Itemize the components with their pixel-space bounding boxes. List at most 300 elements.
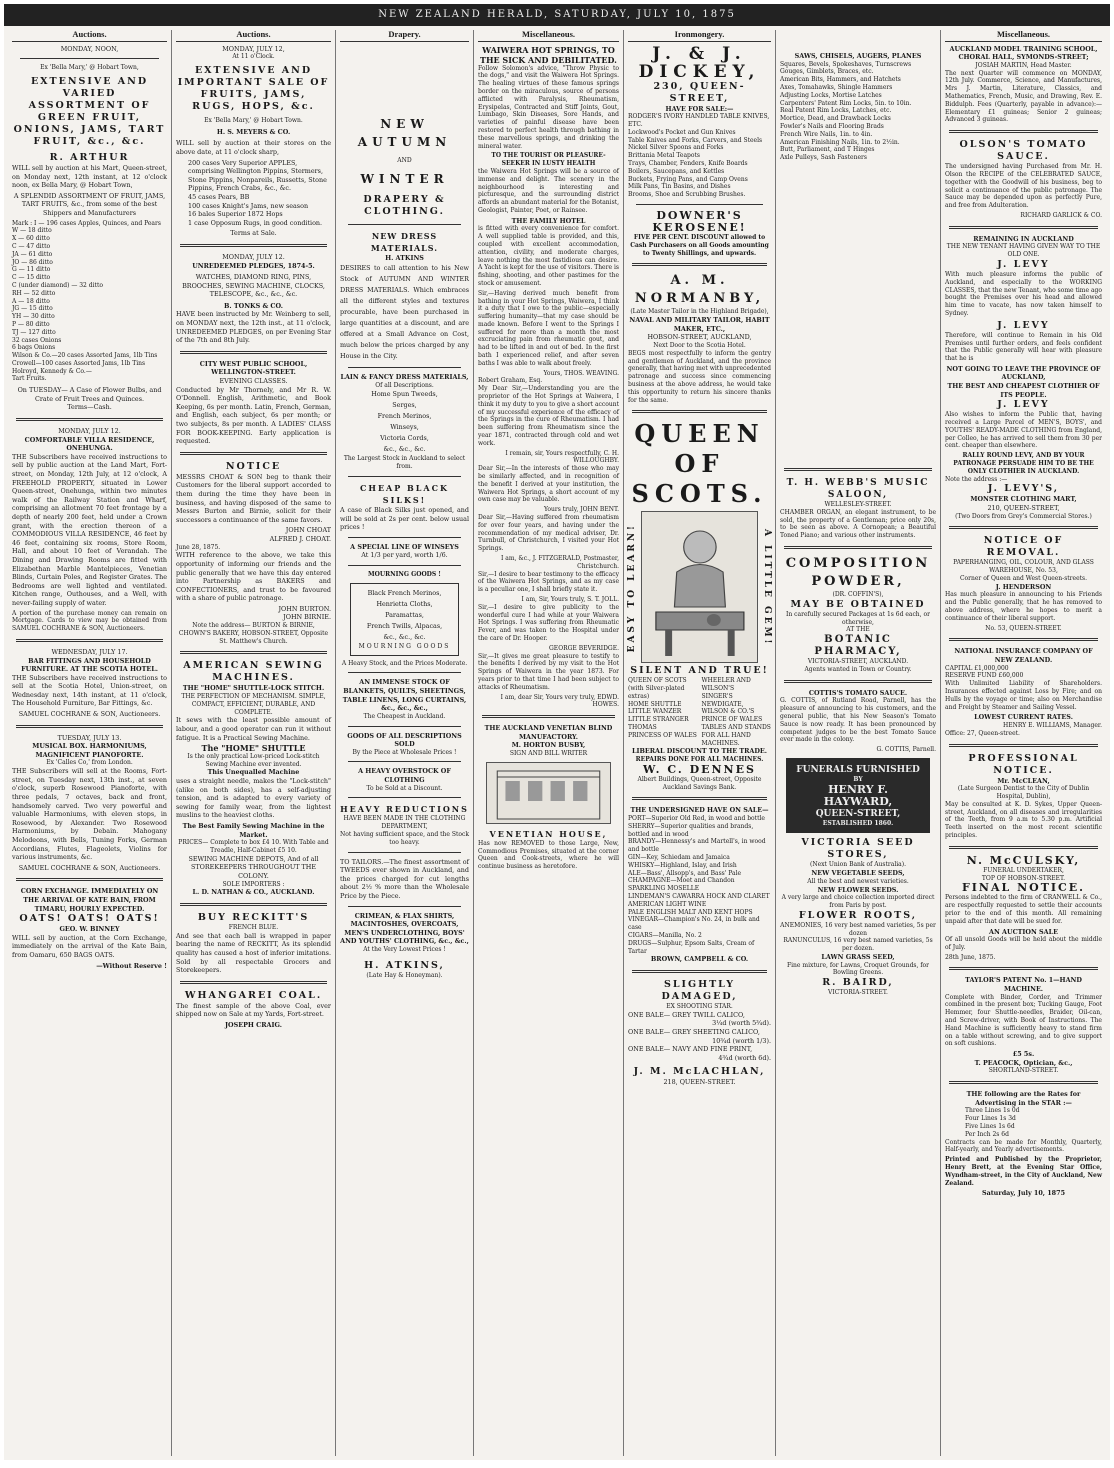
- notice-signature: JOHN CHOAT ALFRED J. CHOAT.: [269, 526, 331, 543]
- auction-time: MONDAY, JULY 12.: [222, 252, 285, 261]
- column-ironmongery-2: [776, 30, 941, 1456]
- levy-body-3: Also wishes to inform the Public that, having received a Large Parcel of MEN'S, BOYS', and YOUTHS' READY-MADE CLOTHING from England, per Colleo, he has arrived to sell them from 30 per cent. cheaper than elsewhere.: [945, 411, 1102, 450]
- funerals-line-2: BY: [853, 775, 863, 783]
- divider: [348, 476, 461, 477]
- springs-body: Follow Solomon's advice, "Throw Physic to the dogs," and visit the Waiwera Hot Springs. The healing virtues of these famous springs border on the miraculous, source of persons afflicted with Paralysis, Rheumatism, Erysipelas, Contracted and Stiff Joints, Gout, Lumbago, Skin Diseases, Sore Hands, and varieties of painful disease have been restored to perfect health through bathing in these marvellous springs, and drinking the mineral water.: [478, 64, 619, 150]
- insurance-office: Office: 27, Queen-street.: [945, 729, 1020, 737]
- testimonial-2-sign: I remain, sir, Yours respectfully, C. H. WILLOUGHBY.: [505, 449, 619, 465]
- rates-list: Three Lines 1s 0d Four Lines 1s 3d Five Lines 1s 6d Per Inch 2s 6d: [965, 1107, 1020, 1138]
- sewing-title: AMERICAN SEWING MACHINES.: [183, 660, 324, 684]
- seed-flow: NEW FLOWER SEEDS.: [817, 885, 899, 894]
- auction-body: WILL sell by auction at their stores on the above date, at 11 o'clock sharp,: [176, 139, 331, 156]
- sewing-unequalled: This Unequalled Machine: [207, 768, 300, 777]
- testimonial-3-sign: Yours truly, JOHN BENT.: [543, 506, 619, 514]
- seed-veg-2: All the best and newest varieties.: [807, 877, 909, 885]
- divider: [949, 744, 1098, 747]
- undersigned-title: THE UNDERSIGNED HAVE ON SALE—: [630, 806, 769, 815]
- school-sub: EVENING CLASSES.: [219, 377, 288, 386]
- auction-title: EXTENSIVE AND IMPORTANT SALE OF FRUITS, JAMS, RUGS, HOPS, &c.: [177, 64, 330, 112]
- auctioneer-name: B. TONKS & CO.: [224, 301, 283, 310]
- column-ironmongery: [624, 30, 776, 1456]
- divider: [784, 546, 932, 549]
- divider: [348, 537, 461, 538]
- testimonial-4: Dear Sir,—Having suffered from rheumatism for over four years, and having under the recommendation of my medical adviser, Dr. Turnbull, of Christchurch, I visited your Hot Springs.: [478, 514, 619, 553]
- dress-name: H. ATKINS: [385, 254, 424, 263]
- training-head: JOSIAH MARTIN, Head Master.: [975, 61, 1072, 69]
- undersigned-signature: BROWN, CAMPBELL & CO.: [650, 955, 749, 964]
- divider: [348, 367, 461, 368]
- divider: [949, 526, 1098, 529]
- sewing-sold: SEWING MACHINE DEPOTS, And of all STOREKEEPERS THROUGHOUT THE COLONY.: [188, 854, 319, 880]
- hotel-body: is fitted with every convenience for comfort. A well supplied table is provided, and this, coupled with excellent accommodation, attention, civility, and moderate charges, leave nothing the most fastidious can desire. A Yacht is kept for the use of visitors. There is fishing, shooting, and other pastimes for the stock or amusement.: [478, 225, 619, 287]
- masthead: NEW ZEALAND HERALD, SATURDAY, JULY 10, 1875: [4, 4, 1110, 26]
- overstock-body: To be Sold at a Discount.: [366, 784, 443, 792]
- taylor-address: SHORTLAND-STREET.: [988, 1067, 1059, 1075]
- columns: [8, 30, 1106, 1456]
- venetian-house: VENETIAN HOUSE,: [489, 828, 608, 839]
- auction-at: At 11 o'Clock.: [232, 53, 275, 61]
- divider: [348, 672, 461, 673]
- seed-lawn-2: Fine mixture, for Lawns, Croquet Grounds, for Bowling Greens.: [786, 961, 930, 977]
- testimonial-3: Dear Sir,—In the interests of those who may be similarly affected, and in recognition of the benefit I derived at your institution, the Waiwera Hot Springs, a short account of my own case may be valuable.: [478, 465, 619, 504]
- levy-big: NOT GOING TO LEAVE THE PROVINCE OF AUCKLAND,: [946, 364, 1101, 382]
- shirts-body: At the Very Lowest Prices !: [363, 946, 446, 953]
- auction-time: MONDAY, JULY 12.: [58, 427, 121, 436]
- normanby-body: BEGS most respectfully to inform the gentry and gentlemen of Auckland, and the province generally, that having met with unprecedented patronage and success since commencing business at the above address, he would take this opportunity to return his sincere thanks for the same.: [628, 349, 771, 404]
- auction-terms: Terms at Sale.: [230, 229, 277, 238]
- tools-title: SAWS, CHISELS, AUGERS, PLANES: [794, 52, 922, 60]
- queen-side-right: A LITTLE GEM!: [762, 528, 772, 647]
- mclachlan-address: 218, QUEEN-STREET.: [663, 1078, 736, 1087]
- testimonial-5-sign: I am, Sir, Yours truly, S. T. JOLL.: [521, 595, 619, 603]
- pharmacy-address: VICTORIA-STREET, AUCKLAND.: [807, 658, 909, 666]
- insurance-body: With Unlimited Liability of Shareholders. Insurances effected against Loss by Fire; and on Hulls by the voyage or time; also on Merchandise and Freight by Steamer and Sailing Vessel.: [945, 680, 1102, 711]
- auction-body: THE Subscribers have received instructions to sell by public auction at the Land Mart, Fort-street, on Monday, 12th July, at 12 o'clock, A FREEHOLD PROPERTY, situated in Lower Queen-street, Onehunga, within two minutes walk of the Railway Station and Wharf, comprising an allotment 70 feet frontage by a depth of nearly 200 feet, held under a Crown grant, with the erection thereon of a COMMODIOUS VILLA RESIDENCE, 46 feet by 46 feet, containing six rooms, Store Room, Hall, and about 10 feet of Verandah. The Dining and Drawing Rooms are fitted with Elizabethan Marble Mantelpieces, Venetian Blinds, Curtain Poles, and Register Grates. The Bedrooms are well lighted and ventilated. Kitchen range, Outhouses, and a Well, with never-failing supply of water.: [12, 452, 167, 607]
- dennes-address: Albert Buildings, Queen-street, Opposite Auckland Savings Bank.: [637, 775, 762, 791]
- cottis-signature: G. COTTIS, Parnell.: [876, 746, 936, 754]
- divider: [949, 1081, 1098, 1084]
- levy-shop-2: MONSTER CLOTHING MART,: [970, 495, 1077, 504]
- auction-reserve: —Without Reserve !: [96, 961, 167, 970]
- olson-title: OLSON'S TOMATO SAUCE.: [959, 139, 1088, 163]
- normanby-address: HOBSON-STREET, AUCKLAND,: [647, 333, 752, 342]
- sewing-home: The "HOME" SHUTTLE: [201, 743, 306, 754]
- mourning-box: [350, 583, 459, 656]
- auction-body: THE Subscribers will sell at the Rooms, Fort-street, on Tuesday next, 13th inst., at seven o'clock, superb Rosewood Pianoforte, with three pedals, 7 octaves, back and front, handsomely carved. Two very powerful and valuable Harmoniums, with eleven stops, in Rosewood, by Alexander. Two Rosewood Harmoniums, by Debain. Mahogany Melodeons, with Bells, Tuning Forks, German Accordians, Flutes, Flageolets, Violins for various instruments, &c.: [12, 767, 167, 862]
- insurance-reserve: RESERVE FUND £60,000: [945, 672, 1024, 680]
- reductions-title: HEAVY REDUCTIONS: [340, 804, 469, 815]
- auction-marks: Mark : I — 196 cases Apples, Quinces, and Pears W — 18 ditto X — 60 ditto C — 47 ditto JA — 61 ditto JO — 86 ditto G — 11 ditto C — 15 ditto C (under diamond) — 32 ditto RH — 52 ditto A — 18 ditto JG — 15 ditto YH — 30 ditto P — 80 ditto TJ — 127 ditto 32 cases Onions 6 bags Onions Wilson & Co.—20 cases Assorted Jams, 1lb Tins Crowell—100 cases Assorted Jams, 1lb Tins Holroyd, Kennedy & Co.— Tart Fruits.: [12, 219, 161, 383]
- column-miscellaneous-2: [941, 30, 1106, 1456]
- goods-body: By the Piece at Wholesale Prices !: [352, 748, 457, 756]
- levy-title: REMAINING IN AUCKLAND: [973, 234, 1074, 243]
- divider: [348, 565, 461, 566]
- sewing-best: The Best Family Sewing Machine in the Market.: [182, 821, 325, 839]
- auction-title: EXTENSIVE AND VARIED ASSORTMENT OF GREEN FRUIT, ONIONS, JAMS, TART FRUIT, &c., &c.: [13, 75, 166, 147]
- winseys-title: A SPECIAL LINE OF WINSEYS: [350, 542, 459, 551]
- divider: [348, 761, 461, 762]
- undertaker-trade: FUNERAL UNDERTAKER,: [983, 866, 1064, 874]
- hotel-title: THE FAMILY HOTEL: [511, 216, 586, 225]
- divider: [348, 224, 461, 225]
- insurance-capital: CAPITAL £1,000,000: [945, 664, 1009, 672]
- levy-body-2: Therefore, will continue to Remain in his Old Premises until further orders, and feels confident that the Public generally will hear with pleasure that he is: [945, 331, 1102, 363]
- dickey-name: J. & J. DICKEY,: [638, 43, 761, 82]
- testimonial-1-to: Robert Graham, Esq.: [478, 377, 543, 385]
- composition-at: AT THE: [846, 626, 870, 634]
- divider: [636, 204, 763, 205]
- damaged-price-3: 4¾d (worth 6d).: [718, 1053, 771, 1062]
- taylor-body: Complete with Binder, Corder, and Trimmer combined in the present box; Tucking Gauge, Foot Hemmer, four Shuttle-needles, Braider, Oil-can, and Screw-driver, with Book of Instructions. The Hand Machine is sufficiently heavy to stand firm on a table without screwing, and to give support on soft cushions.: [945, 993, 1102, 1048]
- oats-banner: OATS! OATS! OATS!: [19, 913, 160, 925]
- dress-body: DESIRES to call attention to his New Stock of AUTUMN AND WINTER DRESS MATERIALS. Which embraces all the different styles and textures procurable, have been purchased in large quantities at a discount, and are offered at a Small Advance on Cost, much below the prices charged by any House in the City.: [340, 263, 469, 360]
- rates-body: Contracts can be made for Monthly, Quarterly, Half-yearly, and Yearly advertisements.: [945, 1138, 1102, 1154]
- venetian-sub: SIGN AND BILL WRITER: [509, 749, 588, 757]
- final-notice-title: FINAL NOTICE.: [961, 881, 1086, 895]
- composition-packages: In carefully secured Packages at 1s 6d each, or otherwise,: [786, 610, 930, 626]
- testimonial-7-sign: I am, dear Sir, Yours very truly, EDWD. HOWES.: [500, 693, 619, 709]
- venetian-title: THE AUCKLAND VENETIAN BLIND MANUFACTORY.: [484, 724, 613, 741]
- seed-veg: NEW VEGETABLE SEEDS,: [811, 869, 905, 878]
- normanby-next: Next Door to the Scotia Hotel.: [653, 341, 746, 349]
- levy-name-3: J. LEVY: [997, 399, 1050, 411]
- divider: [180, 903, 327, 906]
- venetian-name: M. HORTON BUSBY,: [511, 741, 586, 750]
- divider: [348, 852, 461, 853]
- removal-title: NOTICE OF REMOVAL.: [983, 535, 1064, 559]
- reckitt-sub: FRENCH BLUE.: [228, 923, 279, 931]
- levy-big-2: THE BEST AND CHEAPEST CLOTHIER OF ITS PEOPLE.: [947, 382, 1100, 399]
- auction-body: WILL sell by auction at his Mart, Queen-street, on Monday next, 12th instant, at 12 o'clock noon, ex Bella Mary, @ Hobart Town,: [12, 163, 167, 190]
- notice-body: MESSRS CHOAT & SON beg to thank their Customers for the liberal support accorded to them during the time they have been in business, and having disposed of the same to Messrs Burton and Birnie, solicit for their successors a continuance of the same favors.: [176, 472, 331, 524]
- webb-body: CHAMBER ORGAN, an elegant instrument, to be sold, the property of a Gentleman; price only 20s, to be seen as above. A Cornopean; a Beautiful Toned Piano; and various other instruments.: [780, 508, 936, 540]
- queen-side-left: EASY TO LEARN!: [627, 522, 637, 652]
- column-auctions-1: [8, 30, 172, 1456]
- spacer: [780, 30, 936, 52]
- divider: [180, 351, 327, 354]
- webb-name: T. H. WEBB'S MUSIC SALOON,: [786, 477, 930, 500]
- auction-time: MONDAY, NOON,: [60, 44, 119, 53]
- mclachlan-name: J. M. McLACHLAN,: [633, 1066, 766, 1078]
- spacer: [780, 162, 936, 462]
- sewing-body: It sews with the least possible amount of labour, and a good operator can run it without fatigue. It is a Practical Sewing Machine.: [176, 716, 331, 742]
- mourning-side: MOURNING GOODS: [358, 642, 451, 650]
- divider: [632, 970, 767, 973]
- divider: [16, 878, 163, 881]
- training-body: The next Quarter will commence on MONDAY, 12th July. Commerce, Science, and Manufactures, Mrs J. Martin, Literature, Classics, and Mathematics, French, Music, and Drawing, Rev. E. Biddulph. Fees (Quarterly, payable in advance):— Elementary £1 guineas; Senior 2 guineas; Advanced 3 guineas.: [945, 69, 1102, 124]
- winseys-body: At 1/3 per yard, worth 1/6.: [361, 551, 448, 560]
- final-notice-body: Persons indebted to the firm of CRANWELL & Co., are respectfully requested to settle their accounts prior to the end of this month. All remaining unpaid after that date will be sued for.: [945, 894, 1102, 925]
- taylor-price: £5 5s.: [1012, 1050, 1035, 1059]
- printer-imprint: Printed and Published by the Proprietor, Henry Brett, at the Evening Star Office, Wyndham-street, in the City of Auckland, New Zealand.: [945, 1156, 1102, 1187]
- levy-body: With much pleasure informs the public of Auckland, and especially to the WORKING CLASSES, that the new Tenant, who some time ago bought the Premises over his head and allowed him time to vacate, has now taken himself to Sydney.: [945, 270, 1102, 317]
- plain-list: Home Spun Tweeds, Serges, French Merinos, Winseys, Victoria Cords, &c., &c., &c.: [371, 390, 438, 454]
- auction-terms: A portion of the purchase money can remain on Mortgage. Cards to view may be obtained from SAMUEL COCHRANE & SON, Auctioneers.: [12, 609, 167, 633]
- auction-body: HAVE been instructed by Mr. Weinberg to sell, on MONDAY next, the 12th inst., at 11 o'clock, UNREDEEMED PLEDGES, on per Evening Star of the 7th and 8th July.: [176, 310, 331, 345]
- queen-lists: [628, 677, 771, 747]
- testimonial-1: Sir,—Having derived much benefit from bathing in your Hot Springs, Waiwera, I think it a duty that I owe to the public—especially suffering humanity—that my case should be made known. Before I went to the Springs I suffered for more than a month the most excruciating pain from rheumatic gout, and had to be lifted in and out of bed. In the first bath I experienced relief, and after seven baths I was able to walk about freely.: [478, 289, 619, 367]
- removal-number: No. 53, QUEEN-STREET.: [985, 624, 1062, 632]
- pharmacy-name: BOTANIC PHARMACY,: [814, 634, 902, 658]
- school-title: CITY WEST PUBLIC SCHOOL, WELLINGTON-STREET.: [199, 359, 308, 377]
- spacer: [340, 45, 469, 115]
- levy-address-2: (Two Doors from Grey's Commercial Stores.): [955, 512, 1092, 520]
- seed-title: VICTORIA SEED STORES,: [801, 837, 915, 861]
- damaged-price-1: 3¼d (worth 5¾d).: [712, 1019, 771, 1028]
- training-title: AUCKLAND MODEL TRAINING SCHOOL, CHORAL HALL, SYMONDS-STREET;: [949, 44, 1098, 62]
- undertaker-address: TOP OF HOBSON-STREET.: [981, 874, 1066, 882]
- divider: [784, 680, 932, 683]
- storefront-icon: [487, 763, 610, 823]
- notice-date: June 28, 1875.: [176, 543, 221, 551]
- divider: [180, 452, 327, 455]
- divider: [348, 906, 461, 907]
- divider: [632, 410, 767, 413]
- divider: [949, 846, 1098, 849]
- divider: [180, 651, 327, 654]
- column-drapery: [336, 30, 474, 1456]
- olson-signature: RICHARD GARLICK & CO.: [1020, 211, 1102, 219]
- column-heading: Auctions.: [12, 30, 167, 42]
- plain-title: LAIN & FANCY DRESS MATERIALS,: [340, 372, 469, 381]
- insurance-rates: LOWEST CURRENT RATES.: [974, 713, 1073, 722]
- divider: [16, 725, 163, 728]
- damaged-item-3: ONE BALE— NAVY AND FINE PRINT,: [628, 1045, 753, 1054]
- auction-list: 200 cases Very Superior APPLES, comprising Wellington Pippins, Stermers, Stone Pippins, Nonpareils, Russetts, Stone Pippins, French Crabs, &c., &c. 45 cases Pears, BB 100 cases Knight's Jams, new season 16 bales Superior 1872 Hops 1 case Opposum Rugs, in good condition.: [188, 158, 327, 227]
- notice-title: NOTICE: [225, 460, 282, 472]
- seed-sub: (Next Union Bank of Australia).: [810, 861, 906, 869]
- levy-shop: J. LEVY'S,: [987, 483, 1060, 495]
- auctioneer-name: GEO. W. BINNEY: [59, 925, 120, 934]
- stock-title: AN IMMENSE STOCK OF BLANKETS, QUILTS, SHEETINGS, TABLE LINENS, LONG CURTAINS, &c., &c., &c.,: [342, 678, 467, 713]
- pharmacy-agents: Agents wanted in Town or Country.: [804, 665, 912, 673]
- queen-list-left: QUEEN OF SCOTS (with Silver-plated extras) HOME SHUTTLE LITTLE WANZER LITTLE STRANGER THOMAS PRINCESS OF WALES: [628, 677, 697, 739]
- seed-lawn: LAWN GRASS SEED,: [821, 953, 895, 962]
- auction-sale-date: 28th June, 1875.: [945, 953, 996, 961]
- auction-body: WILL sell by auction, at the Corn Exchange, immediately on the arrival of the Kate Bain, from Oamaru, 650 BAGS OATS.: [12, 933, 167, 959]
- column-auctions-2: [172, 30, 336, 1456]
- divider: [180, 244, 327, 247]
- plain-foot: The Largest Stock in Auckland to select from.: [343, 455, 466, 471]
- dennes-name: W. C. DENNES: [643, 762, 756, 776]
- silk-title: CHEAP BLACK SILKS!: [360, 482, 449, 505]
- divider: [20, 58, 159, 59]
- kerosene-title: DOWNER'S KEROSENE!: [652, 208, 747, 234]
- normanby-name: A. M. NORMANBY,: [634, 273, 765, 307]
- testimonial-5: Sir,—I desire to bear testimony to the efficacy of the Waiwera Hot Springs, and as my case is a peculiar one, I shall briefly state it.: [478, 570, 619, 594]
- coal-title: WHANGAREI COAL.: [184, 989, 323, 1001]
- auction-signature: SAMUEL COCHRANE & SON, Auctioneers.: [18, 710, 161, 719]
- rates-title: THE following are the Rates for Advertising in the STAR :—: [966, 1090, 1081, 1107]
- sewing-firm: L. D. NATHAN & CO., AUCKLAND.: [192, 888, 315, 897]
- sewing-price: PRICES— Complete to box £4 10. With Table and Treadle, Half-Cabinet £5 10.: [178, 839, 329, 854]
- removal-body: Has much pleasure in announcing to his Friends and the Public generally, that he has removed to above address, where he hopes to merit a continuance of their liberal support.: [945, 591, 1102, 622]
- professional-name: Mr. McCLEAN,: [997, 776, 1050, 785]
- column-heading: Auctions.: [176, 30, 331, 42]
- overstock-title: A HEAVY OVERSTOCK OF CLOTHING: [358, 767, 451, 785]
- coal-body: The finest sample of the above Coal, ever shipped now on Sale at my Yards, Fort-street.: [176, 1001, 331, 1019]
- seed-signature: R. BAIRD,: [822, 977, 894, 989]
- cottis-body: G. COTTIS, of Rutland Road, Parnell, has the pleasure of announcing to his customers, and the general public, that his New Season's Tomato Sauce is now ready. It has been pronounced by competent judges to be the best Tomato Sauce ever made in the colony.: [780, 697, 936, 744]
- shirts-title: CRIMEAN, & FLAX SHIRTS, MACINTOSHES, OVERCOATS, MEN'S UNDERCLOTHING, BOYS' AND YOUTHS' CLOTHING, &c., &c.,: [340, 911, 469, 946]
- damaged-price-2: 10¾d (worth 1/3).: [712, 1036, 771, 1045]
- damaged-item-2: ONE BALE— GREY SHEETING CALICO,: [628, 1027, 760, 1036]
- divider: [784, 468, 932, 471]
- cottis-title: COTTIS'S TOMATO SAUCE.: [808, 688, 908, 697]
- kerosene-body: FIVE PER CENT. DISCOUNT allowed to Cash Purchasers on all Goods amounting to Twenty Shillings, and upwards.: [630, 233, 769, 257]
- divider: [632, 797, 767, 800]
- funerals-line-3: HENRY F. HAYWARD,: [823, 782, 893, 808]
- undersigned-list: PORT—Superior Old Red, in wood and bottle SHERRY—Superior qualities and brands, bottled and in wood BRANDY—Hennessy's and Martell's, in wood and bottle GIN—Key, Schiedam and Jamaica WHISKY—Highland, Islay, and Irish ALE—Bass', Allsopp's, and Bass' Pale CHAMPAGNE—Moet and Chandon SPARKLING MOSELLE LINDEMAN'S CAWARRA HOCK AND CLARET AMERICAN LIGHT WINE PALE ENGLISH MALT AND KENT HOPS VINEGAR—Champion's No. 24, in bulk and case CIGARS—Manilla, No. 2 DRUGS—Sulphur, Epsom Salts, Cream of Tartar: [628, 815, 770, 955]
- olson-body: The undersigned having Purchased from Mr. H. Olson the RECIPE of the CELEBRATED SAUCE, together with the Goodwill of his business, beg to solicit a continuance of the public patronage. The Sauce may be depended upon as perfectly Pure, and free from Adulteration.: [945, 163, 1102, 210]
- divider: [16, 418, 163, 421]
- taylor-agent: T. PEACOCK, Optician, &c.,: [974, 1058, 1073, 1067]
- auction-time: MONDAY, JULY 12,: [222, 44, 285, 53]
- column-heading: Miscellaneous.: [478, 30, 619, 42]
- removal-sub: PAPERHANGING, OIL, COLOUR, AND GLASS WAREHOUSE, No. 53,: [953, 559, 1094, 575]
- damaged-title: SLIGHTLY DAMAGED,: [661, 978, 738, 1002]
- seed-address: VICTORIA-STREET.: [828, 989, 888, 997]
- queen-motto: SILENT AND TRUE!: [630, 665, 769, 677]
- damaged-item-1: ONE BALE— GREY TWILL CALICO,: [628, 1010, 745, 1019]
- auction-ex: Ex 'Bella Mary,' @ Hobart Town,: [40, 64, 139, 72]
- drapery-line-1: NEW AUTUMN: [357, 116, 452, 149]
- reductions-foot: Not having sufficient space, and the Stock too heavy.: [340, 831, 469, 846]
- tailors-body: TO TAILORS.—The finest assortment of TWEEDS ever shown in Auckland, and the prices charged for cut lengths about 2½ % more than the Wholesale Price by the Piece.: [340, 857, 469, 901]
- professional-sub: (Late Surgeon Dentist to the City of Dublin Hospital, Dublin),: [957, 785, 1090, 800]
- damaged-sub: EX SHOOTING STAR.: [666, 1002, 733, 1010]
- storefront-engraving: [486, 762, 611, 824]
- divider: [632, 263, 767, 266]
- levy-sub: THE NEW TENANT HAVING GIVEN WAY TO THE OLD ONE.: [946, 243, 1101, 259]
- auction-signature: SAMUEL COCHRANE & SON, Auctioneers.: [18, 863, 161, 872]
- dickey-address: 230, QUEEN-STREET,: [653, 80, 746, 104]
- auction-ex: Ex 'Calles Co,' from London.: [46, 759, 133, 767]
- atkins-name: H. ATKINS,: [364, 959, 445, 971]
- funerals-line-4: QUEEN-STREET,: [815, 808, 901, 819]
- insurance-title: NATIONAL INSURANCE COMPANY OF NEW ZEALAND.: [954, 647, 1093, 664]
- pledges-list: WATCHES, DIAMOND RING, PINS, BROOCHES, SEWING MACHINE, CLOCKS, TELESCOPE, &c., &c., &c.: [182, 273, 325, 299]
- auction-tuesday: On TUESDAY— A Case of Flower Bulbs, and Crate of Fruit Trees and Quinces.: [17, 386, 162, 403]
- sewing-importers: SOLE IMPORTERS :: [222, 880, 285, 888]
- divider: [949, 967, 1098, 970]
- mourning-foot: A Heavy Stock, and the Prices Moderate.: [341, 659, 468, 667]
- springs-title: WAIWERA HOT SPRINGS, TO THE SICK AND DEBILITATED.: [480, 44, 617, 65]
- queen-illustration-row: [628, 511, 771, 663]
- auction-time: TUESDAY, JULY 13.: [57, 733, 122, 742]
- tools-list: Squares, Bevels, Spokeshaves, Turnscrews Gouges, Gimblets, Braces, etc. American Bits, Hammers, and Hatchets Axes, Tomahawks, Shingle Hammers Adjusting Locks, Mortise Latches Carpenters' Patent Rim Locks, 5in. to 10in. Real Patent Rim Locks, Latches, etc. Mortice, Dead, and Drawback Locks Fowler's Nails and Flooring Brads French Wire Nails, 1in. to 4in. American Finishing Nails, 1in. to 2½in. Butt, Parliament, and T Hinges Axle Pulleys, Sash Fasteners: [780, 60, 912, 162]
- normanby-trade: NAVAL AND MILITARY TAILOR, HABIT MAKER, ETC.,: [629, 316, 770, 333]
- venetian-body: Has now REMOVED to those Large, New, Commodious Premises, situated at the corner Queen and Cook-streets, where he will continue business as heretofore.: [478, 839, 619, 871]
- partnership-signature: JOHN BURTON. JOHN BIRNIE.: [278, 604, 331, 622]
- auction-title: CORN EXCHANGE. IMMEDIATELY ON THE ARRIVAL OF KATE BAIN, FROM TIMARU, HOURLY EXPECTED.: [20, 887, 159, 913]
- auction-title: BAR FITTINGS AND HOUSEHOLD FURNITURE. AT THE SCOTIA HOTEL.: [21, 656, 158, 674]
- seed-roots-2: ANEMONIES, 16 very best named varieties, 5s per dozen RANUNCULUS, 16 very best named varieties, 5s per dozen.: [780, 921, 936, 953]
- springs-body-2: the Waiwera Hot Springs will be a source of immense and delight. The scenery in the neighbourhood is interesting and picturesque, and the surrounding district affords an abundant material for the Botanist, Geologist, Painter, Poet, or Rainsee.: [478, 167, 619, 214]
- queen-repairs: REPAIRS DONE FOR ALL MACHINES.: [635, 756, 764, 764]
- auction-time: WEDNESDAY, JULY 17.: [51, 647, 128, 656]
- queen-list-right: WHEELER AND WILSON'S SINGER'S NEWDIGATE, WILSON & CO.'S PRINCE OF WALES TABLES AND STANDS FOR ALL HAND MACHINES.: [701, 677, 771, 747]
- partnership-body: WITH reference to the above, we take this opportunity of informing our friends and the public generally that we have this day entered into Partnership as BAKERS and CONFECTIONERS, and trust to be favoured with a share of public patronage.: [176, 551, 331, 603]
- divider: [348, 726, 461, 727]
- divider: [482, 715, 615, 718]
- composition-obtained: MAY BE OBTAINED: [790, 598, 926, 610]
- drapery-line-2: AND: [397, 156, 412, 164]
- testimonial-7: Sir,—It gives me great pleasure to testify to the benefits I derived by my visit to the Hot Springs of Waiwera in the year 1873. For years prior to that time I had been subject to attacks of Rheumatism.: [478, 652, 619, 691]
- reckitt-title: BUY RECKITT'S: [197, 911, 310, 923]
- divider: [949, 226, 1098, 229]
- normanby-late: (Late Master Tailor in the Highland Brigade),: [630, 308, 769, 316]
- atkins-sub: (Late Hay & Honeyman).: [366, 971, 443, 979]
- divider: [16, 639, 163, 642]
- sewing-desc: uses a straight needle, makes the "Lock-stitch" (alike on both sides), has a self-adjusting tension, and is adapted to every variety of sewing for family wear, from the lightest muslins to the heaviest cloths.: [176, 777, 331, 820]
- funerals-banner: [786, 758, 930, 834]
- funerals-line-1: FUNERALS FURNISHED: [796, 764, 920, 775]
- column-miscellaneous: [474, 30, 624, 1456]
- levy-rally: RALLY ROUND LEVY, AND BY YOUR PATRONAGE PERSUADE HIM TO BE THE ONLY CLOTHIER IN AUCKLAND.: [953, 452, 1094, 475]
- imprint-date: Saturday, July 10, 1875: [981, 1189, 1066, 1198]
- auction-ex: Ex 'Bella Mary,' @ Hobart Town.: [204, 116, 303, 124]
- testimonial-2: My Dear Sir,—Understanding you are the proprietor of the Hot Springs at Waiwera, I think it my duty to you to give a short account of my successful experience of the efficacy of the Springs in the cure of Rheumatism. I had been suffering from Rheumatism since the year 1871, contracted through cold and wet work.: [478, 385, 619, 447]
- mourning-list: Black French Merinos, Henrietta Cloths, Paramattas, French Twills, Alpacas, &c., &c., &c.: [366, 588, 443, 641]
- drapery-line-3: WINTER: [360, 172, 449, 187]
- levy-address: 210, QUEEN-STREET,: [987, 504, 1060, 513]
- professional-title: PROFESSIONAL NOTICE.: [968, 752, 1079, 776]
- silk-body: A case of Black Silks just opened, and will be sold at 2s per cent. below usual prices !: [340, 505, 469, 532]
- auction-title: COMFORTABLE VILLA RESIDENCE, ONEHUNGA.: [24, 435, 155, 453]
- levy-name-2: J. LEVY: [997, 319, 1050, 331]
- removal-signature: J. HENDERSON: [995, 582, 1052, 591]
- sewing-machine-icon: [642, 512, 758, 662]
- dickey-list: RODGER'S IVORY HANDLED TABLE KNIVES, ETC. Lockwood's Pocket and Gun Knives Table Knives and Forks, Carvers, and Steels Nickel Silver Spoons and Forks Brittania Metal Teapots Trays, Chamber, Fenders, Knife Boards Boilers, Saucepans, and Kettles Buckets, Frying Pans, and Camp Ovens Milk Pans, Tin Basins, and Dishes Brooms, Shoe and Scrubbing Brushes.: [628, 113, 770, 199]
- drapery-line-4: DRAPERY & CLOTHING.: [363, 194, 446, 218]
- testimonial-6-sign: GEORGE BEVERIDGE.: [549, 644, 619, 652]
- webb-address: WELLESLEY-STREET.: [824, 500, 892, 508]
- taylor-title: TAYLOR'S PATENT No. 1—HAND MACHINE.: [965, 976, 1082, 994]
- dickey-sale: HAVE FOR SALE:—: [665, 104, 734, 113]
- column-heading: Ironmongery.: [628, 30, 771, 42]
- undertaker-name: N. McCULSKY,: [966, 853, 1081, 867]
- sewing-sub: THE "HOME" SHUTTLE-LOCK STITCH.: [182, 684, 325, 693]
- coal-signature: JOSEPH CRAIG.: [225, 1020, 282, 1029]
- seed-flow-2: A very large and choice collection imported direct from Paris by post.: [781, 894, 935, 910]
- auction-title: MUSICAL BOX. HARMONIUMS, MAGNIFICENT PIANOFORTE.: [32, 742, 147, 759]
- removal-address: Corner of Queen and West Queen-streets.: [959, 575, 1088, 583]
- auctioneer-name: R. ARTHUR: [49, 151, 130, 163]
- springs-sub: TO THE TOURIST OR PLEASURE-SEEKER IN LUSTY HEALTH: [491, 152, 606, 168]
- sewing-only: Is the only practical Low-priced Lock-stitch Sewing Machine ever invented.: [187, 752, 320, 768]
- insurance-signature: HENRY E. WILLIAMS, Manager.: [1003, 721, 1102, 729]
- queen-title: QUEEN OF SCOTS.: [631, 419, 768, 509]
- auction-terms: Terms—Cash.: [67, 403, 112, 412]
- funerals-line-5: ESTABLISHED 1860.: [822, 819, 894, 827]
- levy-note: Note the address :—: [945, 475, 1008, 483]
- column-heading: Drapery.: [340, 30, 469, 42]
- testimonial-4-sign: I am, &c., J. FITZGERALD, Postmaster, Christchurch.: [501, 555, 619, 570]
- dress-title: NEW DRESS MATERIALS.: [370, 231, 439, 254]
- column-heading: Miscellaneous.: [945, 30, 1102, 42]
- auction-title: UNREDEEMED PLEDGES, 1874-5.: [192, 261, 315, 270]
- testimonial-1-sign: Yours, THOS. WEAVING.: [543, 369, 619, 377]
- partnership-address: Note the address— BURTON & BIRNIE, CHOWN'S BAKERY, HOBSON-STREET, Opposite St. Matthew's Church.: [178, 622, 329, 645]
- mourning-title: MOURNING GOODS !: [368, 570, 441, 578]
- auction-sale-body: Of all unsold Goods will be held about the middle of July.: [945, 936, 1102, 951]
- queen-discount: LIBERAL DISCOUNT TO THE TRADE.: [631, 747, 768, 756]
- divider: [348, 797, 461, 798]
- testimonial-6: Sir,—I desire to give publicity to the wonderful cure I had while at your Waiwera Hot Springs. I was suffering from Rheumatic Fever, and was taken to the Hospital under the care of Dr. Hooper.: [478, 603, 619, 642]
- queen-engraving: [641, 511, 759, 663]
- sewing-perfection: THE PERFECTION OF MECHANISM. SIMPLE, COMPACT, EFFICIENT, DURABLE, AND COMPLETE.: [181, 693, 326, 716]
